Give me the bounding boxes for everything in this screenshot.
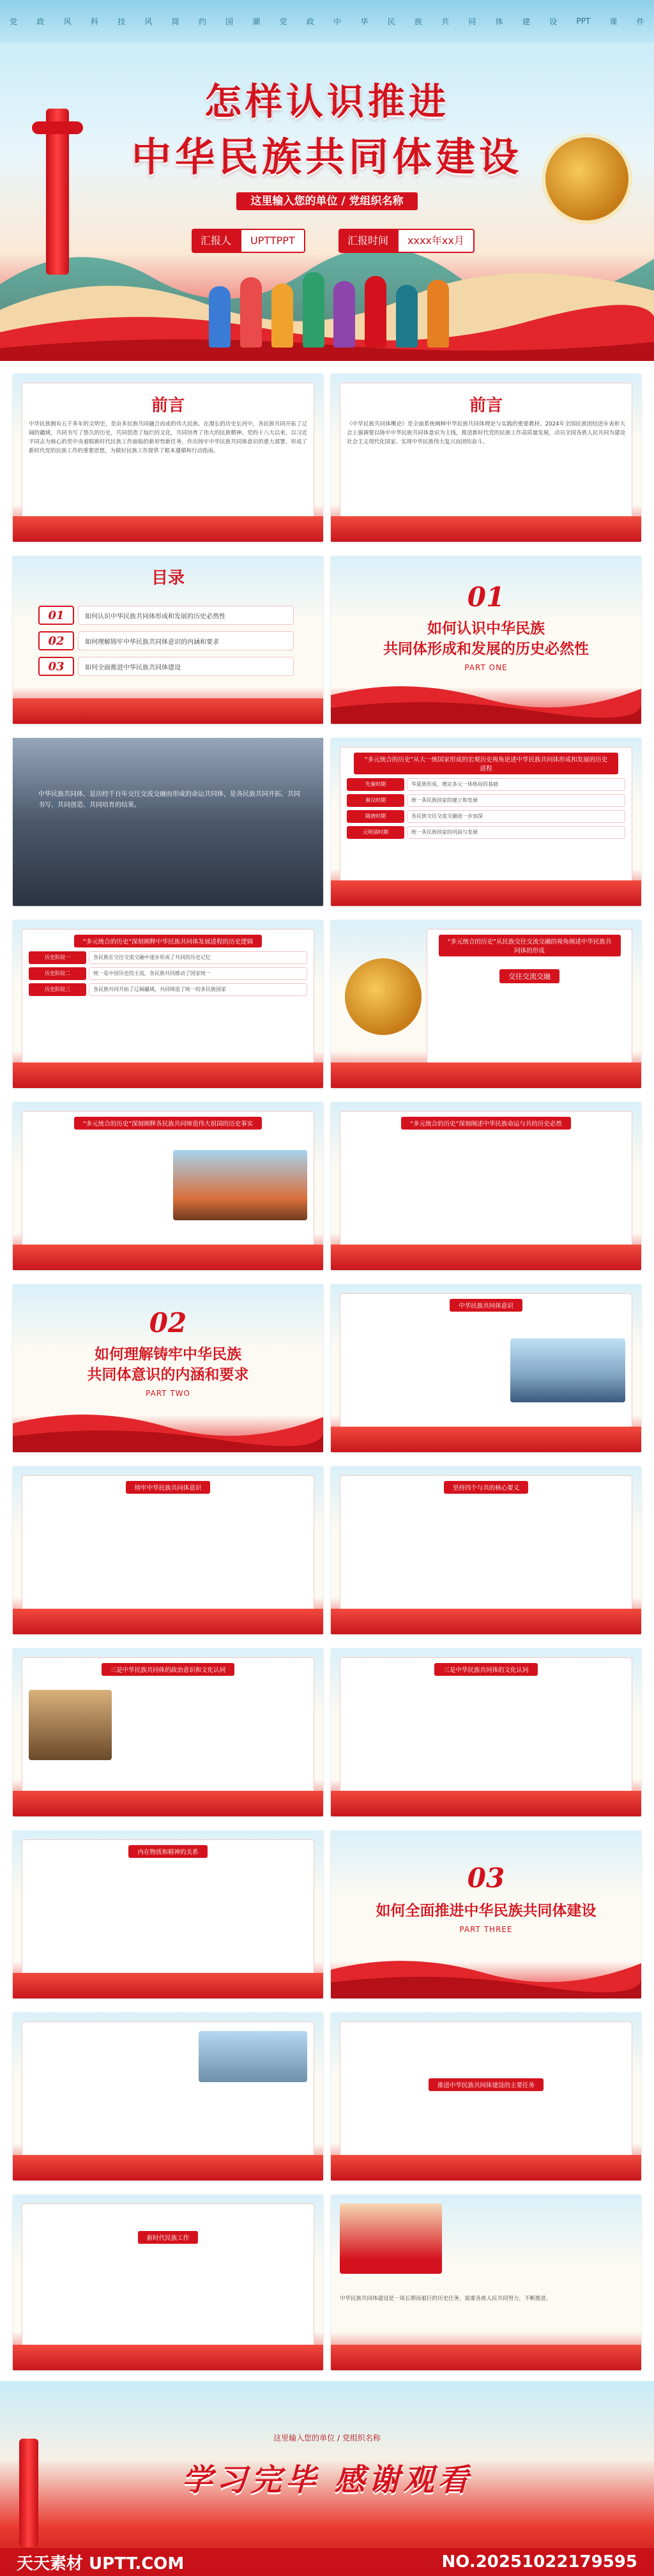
reporter-value: UPTTPPT bbox=[240, 229, 305, 253]
top-nav-char: 件 bbox=[636, 17, 644, 26]
part2-title-line1: 如何理解铸牢中华民族 bbox=[95, 1346, 241, 1363]
building-image bbox=[199, 2031, 307, 2082]
top-nav-char: 约 bbox=[198, 17, 206, 26]
slide-heading: 铸牢中华民族共同体意识 bbox=[126, 1481, 211, 1494]
toc-item[interactable]: 03 如何全面推进中华民族共同体建设 bbox=[38, 657, 294, 676]
toc-item[interactable]: 02 如何理解铸牢中华民族共同体意识的内涵和要求 bbox=[38, 631, 294, 650]
slide-heading: 中华民族共同体意识 bbox=[450, 1299, 522, 1312]
top-nav-char: 共 bbox=[441, 17, 450, 26]
part2-title-line2: 共同体意识的内涵和要求 bbox=[87, 1366, 249, 1383]
top-nav-char: 国 bbox=[225, 17, 234, 26]
slide-heading: 坚持四个与共的核心要义 bbox=[444, 1481, 529, 1494]
part2-number: 02 bbox=[149, 1307, 187, 1338]
part1-label: PART ONE bbox=[464, 663, 508, 672]
top-nav-char: 政 bbox=[306, 17, 314, 26]
slide-heading: “多元统合的历史”深刻阐述中华民族命运与共的历史必然 bbox=[401, 1117, 571, 1130]
slide-heading: “多元统合的历史”从大一统国家形成的宏观历史视角论述中华民族共同体形成和发展的历史进程 bbox=[354, 753, 618, 774]
material-spirit-slide bbox=[13, 1830, 323, 1998]
tasks-left-slide bbox=[13, 2012, 323, 2181]
culture-slide bbox=[331, 1648, 641, 1816]
wave-decoration bbox=[331, 663, 641, 724]
greatwall-slide bbox=[13, 738, 323, 906]
palace-image bbox=[173, 1150, 307, 1220]
tiananmen-image bbox=[340, 2204, 442, 2274]
quote-text: 中华民族共同体，是历经千百年交往交流交融而形成的命运共同体，是各民族共同开拓、共同书写、共同创造、共同培育的结果。 bbox=[38, 791, 300, 809]
top-nav-char: 风 bbox=[144, 17, 153, 26]
top-nav-char: PPT bbox=[576, 17, 591, 26]
political-slide bbox=[13, 1648, 323, 1816]
thanks-title: 学习完毕 感谢观看 bbox=[181, 2462, 473, 2498]
cover-subtitle: 这里输入您的单位 / 党组织名称 bbox=[0, 192, 654, 208]
slide-heading: 推进中华民族共同体建设的主要任务 bbox=[429, 2078, 544, 2091]
slide-heading: “多元统合的历史”从民族交往交流交融的视角阐述中华民族共同体的形成 bbox=[439, 935, 621, 956]
part2-label: PART TWO bbox=[146, 1389, 190, 1398]
top-nav-char: 潮 bbox=[252, 17, 261, 26]
cover-title-line2: 中华民族共同体建设 bbox=[131, 134, 522, 180]
slide-heading: 三是中华民族共同体的文化认同 bbox=[434, 1663, 537, 1676]
part1-slide bbox=[331, 556, 641, 724]
part3-label: PART THREE bbox=[459, 1925, 513, 1934]
part1-title-line2: 共同体形成和发展的历史必然性 bbox=[383, 640, 589, 657]
lion-slide bbox=[331, 920, 641, 1088]
preface-left-heading: 前言 bbox=[151, 396, 185, 415]
slide-heading: 新时代民族工作 bbox=[138, 2231, 199, 2244]
great-wall-image bbox=[13, 738, 323, 906]
footer-site[interactable]: 天天素材 UPTT.COM bbox=[17, 2554, 185, 2573]
cover-slide bbox=[0, 0, 654, 361]
new-era-slide bbox=[13, 2195, 323, 2370]
history-logic-slide: “多元统合的历史”深刻阐释中华民族共同体发展进程的历史逻辑 历史阶段一 各民族在交往交流交融中逐步形成了共同的历史记忆 历史阶段二 统一是中国历史的主流，各民族共同推动了国家统一 历史阶段三 各民族共同开拓了辽阔疆域，共同缔造了统一的多民族国家 bbox=[13, 920, 323, 1088]
part3-number: 03 bbox=[467, 1862, 505, 1894]
part1-title-line1: 如何认识中华民族 bbox=[427, 620, 545, 637]
summary-text: 中华民族共同体建设是一项长期而艰巨的历史任务，需要各族人民共同努力，不断推进。 bbox=[340, 2296, 552, 2302]
toc-slide bbox=[13, 556, 323, 724]
top-nav-char: 中 bbox=[333, 17, 342, 26]
huabiao-pillar-icon bbox=[19, 2439, 38, 2547]
stone-lion-icon bbox=[345, 958, 422, 1035]
toc-item[interactable]: 01 如何认识中华民族共同体形成和发展的历史必然性 bbox=[38, 606, 294, 625]
top-nav-char: 党 bbox=[10, 17, 18, 26]
top-nav-char: 党 bbox=[279, 17, 287, 26]
top-nav-char: 科 bbox=[90, 17, 98, 26]
part1-number: 01 bbox=[467, 581, 505, 613]
forge-slide bbox=[13, 1466, 323, 1634]
top-nav-char: 课 bbox=[609, 17, 618, 26]
part3-slide bbox=[331, 1830, 641, 1998]
highlight-box: 交往交流交融 bbox=[499, 969, 559, 983]
slide-heading: “多元统合的历史”深刻阐释各民族共同缔造伟大祖国的历史事实 bbox=[74, 1117, 262, 1130]
reporter-label: 汇报人 bbox=[192, 229, 240, 253]
top-nav-char: 设 bbox=[549, 17, 558, 26]
preface-left-text: 中华民族拥有五千多年的文明史，是由多民族共同融合而成的伟大民族。在漫长的历史长河中，各民族共同开拓了辽阔的疆域，共同书写了悠久的历史，共同创造了灿烂的文化，共同培育了伟大的民族精神。党的十八大以来，以习近平同志为核心的党中央着眼新时代民族工作面临的新形势新任务，作出铸牢中华民族共同体意识的重大部署，形成了新时代党的民族工作的重要思想，为做好民族工作提供了根本遵循和行动指南。 bbox=[29, 421, 307, 454]
top-nav-char: 体 bbox=[495, 17, 503, 26]
top-nav-strip bbox=[0, 0, 654, 42]
wave-decoration bbox=[331, 1938, 641, 1998]
preface-right-text: 《中华民族共同体概论》是全面系统阐释中华民族共同体理论与实践的重要教材。2024年全国民族团结进步表彰大会上强调要以铸牢中华民族共同体意识为主线，推进新时代党的民族工作高质量发展，动员全国各族人民共同为建设社会主义现代化国家、实现中华民族伟大复兴而团结奋斗。 bbox=[347, 421, 625, 445]
top-nav-char: 风 bbox=[63, 17, 72, 26]
top-nav-char: 简 bbox=[171, 17, 179, 26]
top-nav-char: 族 bbox=[414, 17, 422, 26]
preface-left-slide bbox=[13, 374, 323, 542]
top-nav-char: 同 bbox=[468, 17, 476, 26]
end-caption: 这里输入您的单位 / 党组织名称 bbox=[273, 2434, 381, 2442]
destiny-slide bbox=[331, 1102, 641, 1270]
wave-decoration bbox=[13, 1392, 323, 1452]
reporter-tag bbox=[192, 229, 305, 253]
top-nav-char: 建 bbox=[522, 17, 530, 26]
part2-slide bbox=[13, 1284, 323, 1452]
tasks-right-slide bbox=[331, 2012, 641, 2181]
preface-right-heading: 前言 bbox=[469, 396, 503, 415]
consciousness-slide bbox=[331, 1284, 641, 1452]
preface-right-slide bbox=[331, 374, 641, 542]
time-tag bbox=[338, 229, 475, 253]
ethnic-people-illustration bbox=[204, 258, 453, 348]
end-slide bbox=[0, 2381, 654, 2576]
slide-heading: 三是中华民族共同体的政治意识和文化认同 bbox=[102, 1663, 235, 1676]
history-rows-slide: “多元统合的历史”从大一统国家形成的宏观历史视角论述中华民族共同体形成和发展的历史进程 先秦时期 华夏族形成，奠定多元一体格局的基础 秦汉时期 统一多民族国家的建立和发展 隋唐时期 各民族交往交流交融进一步加深 元明清时期 统一多民族国家的巩固与发展 bbox=[331, 738, 641, 906]
time-value: xxxx年xx月 bbox=[397, 229, 475, 253]
slide-heading: “多元统合的历史”深刻阐释中华民族共同体发展进程的历史逻辑 bbox=[74, 935, 262, 947]
summary-slide bbox=[331, 2195, 641, 2370]
toc-heading: 目录 bbox=[151, 569, 185, 588]
palace-slide bbox=[13, 1102, 323, 1270]
top-nav-char: 技 bbox=[118, 17, 126, 26]
top-nav-char: 民 bbox=[387, 17, 395, 26]
time-label: 汇报时间 bbox=[338, 229, 397, 253]
lion-statue-image bbox=[29, 1690, 112, 1760]
cover-title-line1: 怎样认识推进 bbox=[204, 80, 450, 123]
top-nav-char: 华 bbox=[360, 17, 369, 26]
footer-bar bbox=[0, 2548, 654, 2576]
footer-number: NO.20251022179595 bbox=[441, 2552, 637, 2572]
slide-heading: 内在物质和精神的关系 bbox=[128, 1845, 207, 1858]
city-image bbox=[510, 1338, 625, 1402]
part3-title: 如何全面推进中华民族共同体建设 bbox=[376, 1902, 597, 1919]
four-commons-slide bbox=[331, 1466, 641, 1634]
top-nav-char: 政 bbox=[36, 17, 45, 26]
